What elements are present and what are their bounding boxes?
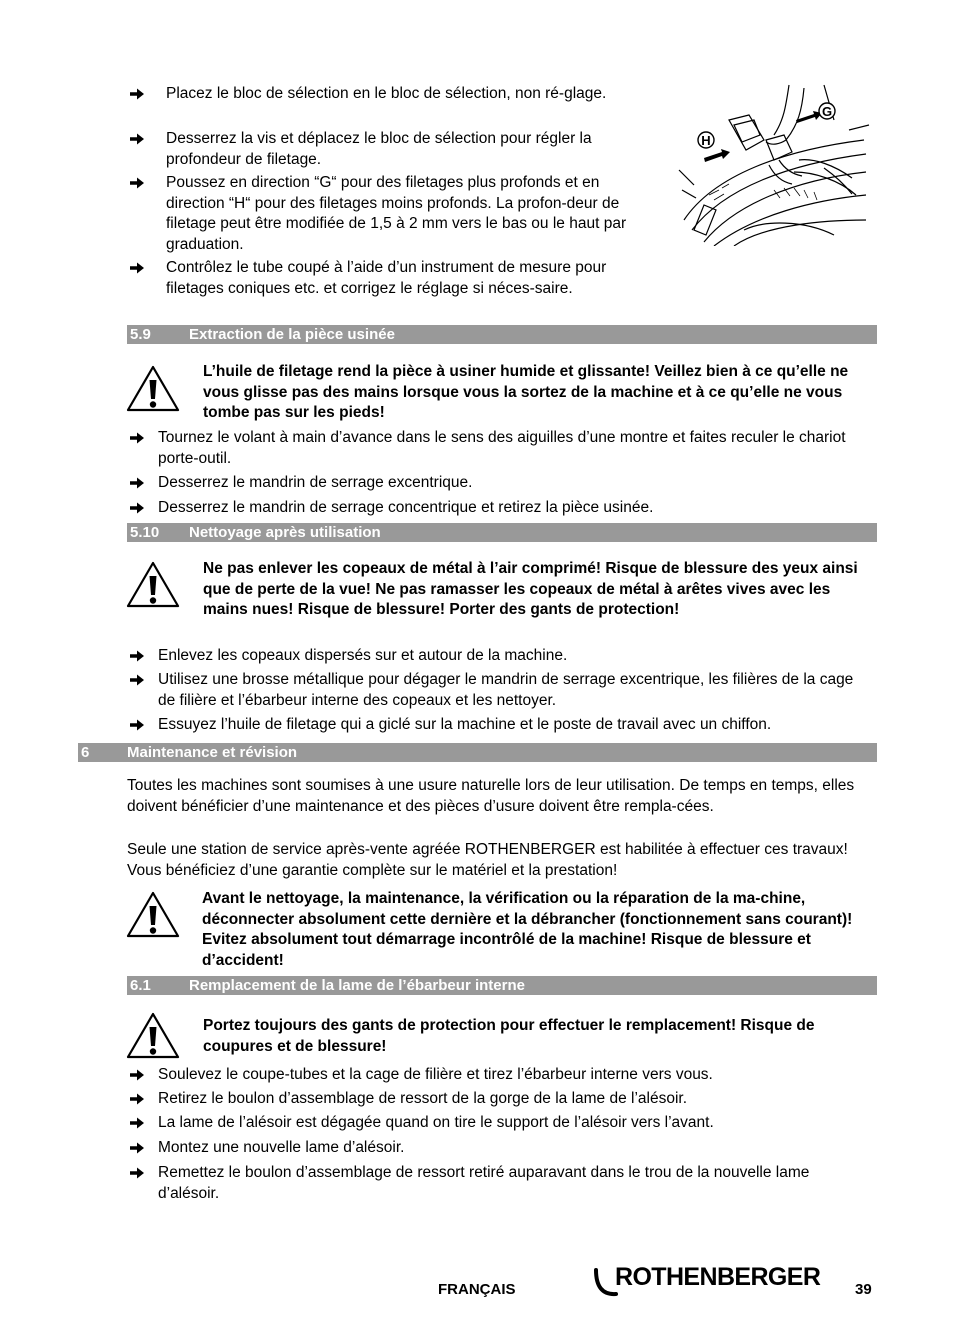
list-item: Retirez le boulon d’assemblage de ressort de la gorge de la lame de l’alésoir. [129, 1089, 869, 1110]
warning-text: L’huile de filetage rend la pièce à usiner humide et glissante! Veillez bien à ce qu’elle ne vous glisse pas des mains lorsque vous la sortez de la machine et à ce qu’elle ne vous tombe pas sur les pieds! [203, 363, 849, 421]
die-head-adjustment-illustration [674, 80, 870, 246]
arrow-right-icon [129, 648, 145, 664]
warning-text: Ne pas enlever les copeaux de métal à l’air comprimé! Risque de blessure des yeux ainsi que de perte de la vue! Ne pas ramasser les copeaux de métal à arêtes vives avec les mains nues! Risque de blessure! Porter des gants de protection! [203, 560, 858, 618]
section-heading-5-9: 5.9 Extraction de la pièce usinée [127, 325, 877, 344]
section-heading-6: 6 Maintenance et révision [78, 743, 877, 762]
arrow-right-icon [129, 672, 145, 688]
brand-name: ROTHENBERGER [615, 1263, 821, 1291]
page-number: 39 [855, 1281, 872, 1298]
arrow-right-icon [129, 175, 145, 191]
section-heading-5-10: 5.10 Nettoyage après utilisation [127, 523, 877, 542]
warning-icon [126, 1011, 180, 1059]
warning-icon [126, 560, 180, 608]
arrow-right-icon [129, 131, 145, 147]
footer-language: FRANÇAIS [438, 1281, 516, 1298]
arrow-right-icon [129, 1115, 145, 1131]
list-item: Desserrez la vis et déplacez le bloc de sélection pour régler la profondeur de filetage. [129, 129, 659, 170]
section-heading-6-1: 6.1 Remplacement de la lame de l’ébarbeur interne [127, 976, 877, 995]
list-item: Montez une nouvelle lame d’alésoir. [129, 1138, 869, 1159]
arrow-right-icon [129, 717, 145, 733]
list-item: Desserrez le mandrin de serrage concentrique et retirez la pièce usinée. [129, 498, 869, 519]
label-g: G [821, 104, 833, 119]
arrow-right-icon [129, 1091, 145, 1107]
list-item: Soulevez le coupe-tubes et la cage de filière et tirez l’ébarbeur interne vers vous. [129, 1065, 869, 1086]
list-item: Essuyez l’huile de filetage qui a giclé sur la machine et le poste de travail avec un chiffon. [129, 715, 869, 736]
list-item: Poussez en direction “G“ pour des filetages plus profonds et en direction “H“ pour des filetages moins profonds. La profon-deur de filetage peut être modifiée de 1,5 à 2 mm vers le bas ou le haut par graduation. [129, 173, 659, 255]
warning-text: Avant le nettoyage, la maintenance, la vérification ou la réparation de la ma-chine, déconnecter absolument cette dernière et la débrancher (fonctionnement sans courant)! Evitez absolument tout démarrage incontrôlé de la machine! Risque de blessure et d’accident! [202, 890, 853, 969]
arrow-right-icon [129, 430, 145, 446]
label-h: H [701, 133, 711, 148]
warning-icon [126, 364, 180, 412]
arrow-right-icon [129, 475, 145, 491]
list-item: La lame de l’alésoir est dégagée quand on tire le support de l’alésoir vers l’avant. [129, 1113, 869, 1134]
list-item: Enlevez les copeaux dispersés sur et autour de la machine. [129, 646, 869, 667]
arrow-right-icon [129, 1067, 145, 1083]
paragraph: Toutes les machines sont soumises à une usure naturelle lors de leur utilisation. De temps en temps, elles doivent bénéficier d’une maintenance et des pièces d’usure doivent être rempla-cées. [127, 777, 855, 815]
arrow-right-icon [129, 500, 145, 516]
brand-logo [594, 1262, 834, 1300]
warning-icon [126, 890, 180, 938]
list-item: Placez le bloc de sélection en le bloc de sélection, non ré-glage. [129, 84, 659, 105]
arrow-right-icon [129, 86, 145, 102]
list-item: Remettez le boulon d’assemblage de ressort retiré auparavant dans le trou de la nouvelle lame d’alésoir. [129, 1163, 869, 1204]
list-item: Desserrez le mandrin de serrage excentrique. [129, 473, 869, 494]
list-item: Utilisez une brosse métallique pour dégager le mandrin de serrage excentrique, les filières de la cage de filière et l’ébarbeur interne des copeaux et les nettoyer. [129, 670, 869, 711]
arrow-right-icon [129, 1165, 145, 1181]
arrow-right-icon [129, 260, 145, 276]
list-item: Tournez le volant à main d’avance dans le sens des aiguilles d’une montre et faites reculer le chariot porte-outil. [129, 428, 869, 469]
paragraph: Seule une station de service après-vente agréée ROTHENBERGER est habilitée à effectuer ces travaux! Vous bénéficiez d’une garantie complète sur le matériel et la prestation! [127, 841, 848, 879]
arrow-right-icon [129, 1140, 145, 1156]
warning-text: Portez toujours des gants de protection pour effectuer le remplacement! Risque de coupures et de blessure! [203, 1017, 815, 1055]
list-item: Contrôlez le tube coupé à l’aide d’un instrument de mesure pour filetages coniques etc. et corrigez le réglage si néces-saire. [129, 258, 659, 299]
